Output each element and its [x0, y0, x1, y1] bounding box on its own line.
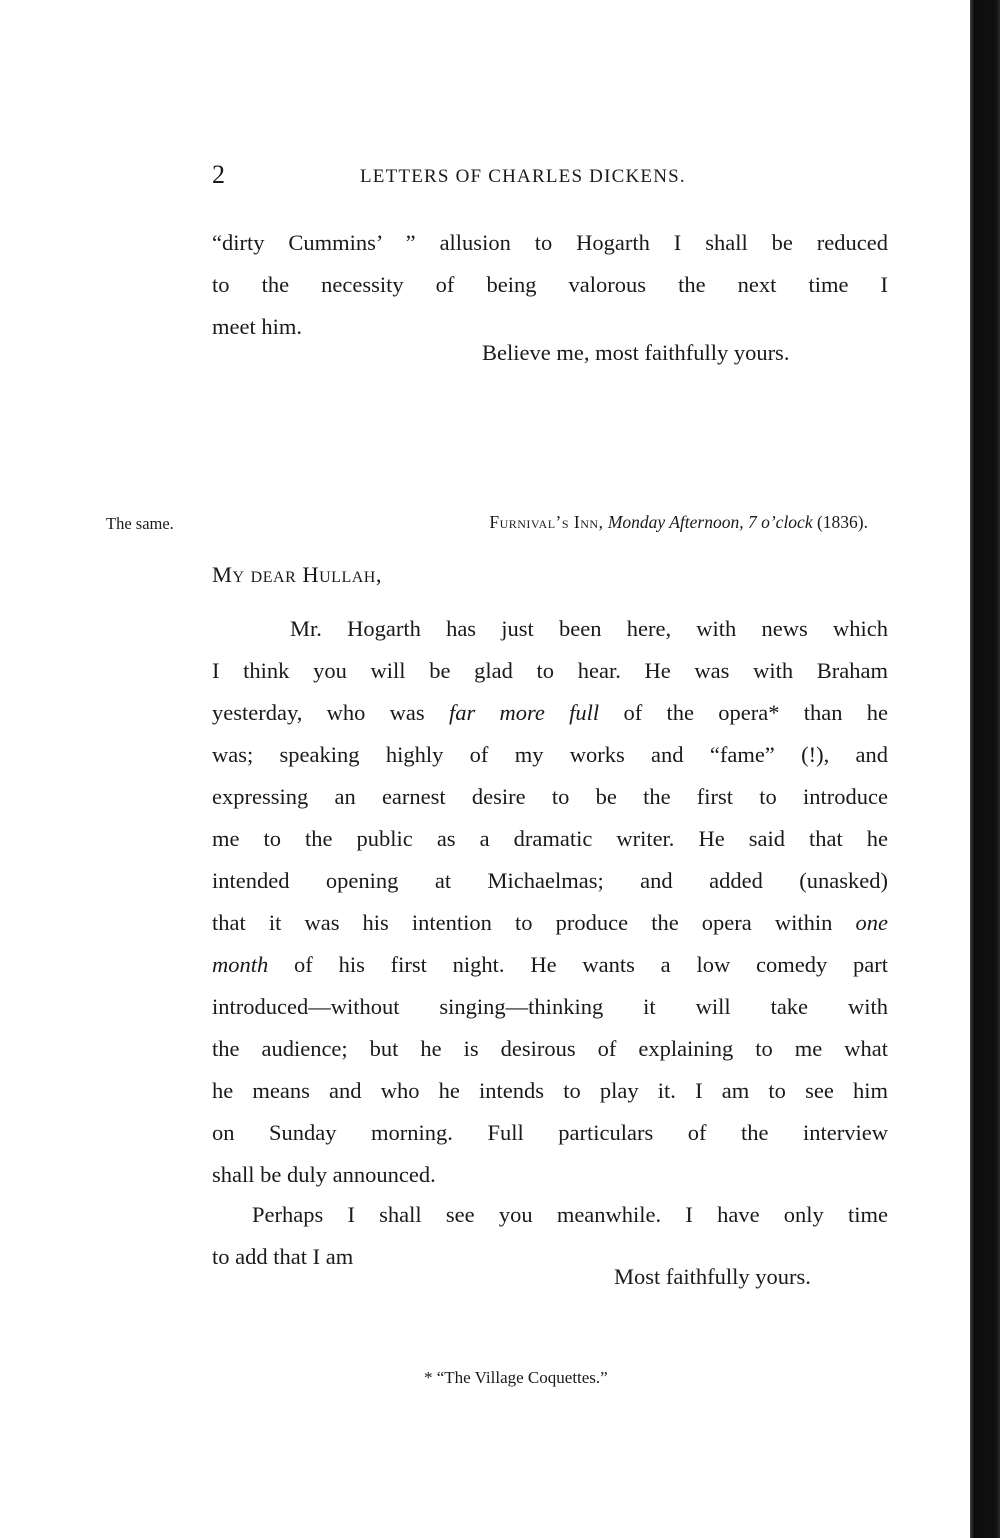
text-line: on Sunday morning. Full particulars of the interview: [212, 1120, 888, 1145]
text-line: me to the public as a dramatic writer. He said that he: [212, 826, 888, 851]
text-line: intended opening at Michaelmas; and added (unasked): [212, 868, 888, 893]
text-line: “dirty Cummins’ ” allusion to Hogarth I shall be reduced: [212, 230, 888, 255]
text-line: expressing an earnest desire to be the first to introduce: [212, 784, 888, 809]
text-line: the audience; but he is desirous of explaining to me what: [212, 1036, 888, 1061]
footnote: * “The Village Coquettes.”: [424, 1368, 608, 1387]
text-line: was; speaking highly of my works and “fame” (!), and: [212, 742, 888, 767]
text-line: Perhaps I shall see you meanwhile. I have only time: [252, 1202, 888, 1227]
text-line: he means and who he intends to play it. I am to see him: [212, 1078, 888, 1103]
second-letter-closing: Most faithfully yours.: [614, 1264, 811, 1289]
text-line: shall be duly announced.: [212, 1162, 436, 1187]
running-title: LETTERS OF CHARLES DICKENS.: [360, 166, 686, 187]
text-line: to the necessity of being valorous the next time I: [212, 272, 888, 297]
page-header: [212, 160, 752, 190]
text-line: that it was his intention to produce the opera within one: [212, 910, 888, 935]
page-number: 2: [212, 160, 225, 189]
text-line: meet him.: [212, 314, 302, 339]
text-line: I think you will be glad to hear. He was with Braham: [212, 658, 888, 683]
dateline-time: Monday Afternoon, 7 o’clock: [607, 512, 813, 532]
dateline-place: Furnival’s Inn,: [489, 512, 604, 532]
text-line: Mr. Hogarth has just been here, with news which: [290, 616, 888, 641]
page-edge: [970, 0, 1000, 1538]
text-line: yesterday, who was far more full of the opera* than he: [212, 700, 888, 725]
salutation: My dear Hullah,: [212, 562, 382, 587]
first-letter-ending: [212, 222, 888, 348]
text-line: month of his first night. He wants a low comedy part: [212, 952, 888, 977]
dateline-year: (1836).: [816, 512, 868, 532]
margin-note: The same.: [106, 514, 174, 533]
text-line: to add that I am: [212, 1244, 354, 1269]
dateline: [489, 512, 868, 533]
first-letter-closing: Believe me, most faithfully yours.: [482, 340, 790, 365]
letter-paragraph-1: [212, 608, 888, 1196]
text-line: introduced—without singing—thinking it will take with: [212, 994, 888, 1019]
